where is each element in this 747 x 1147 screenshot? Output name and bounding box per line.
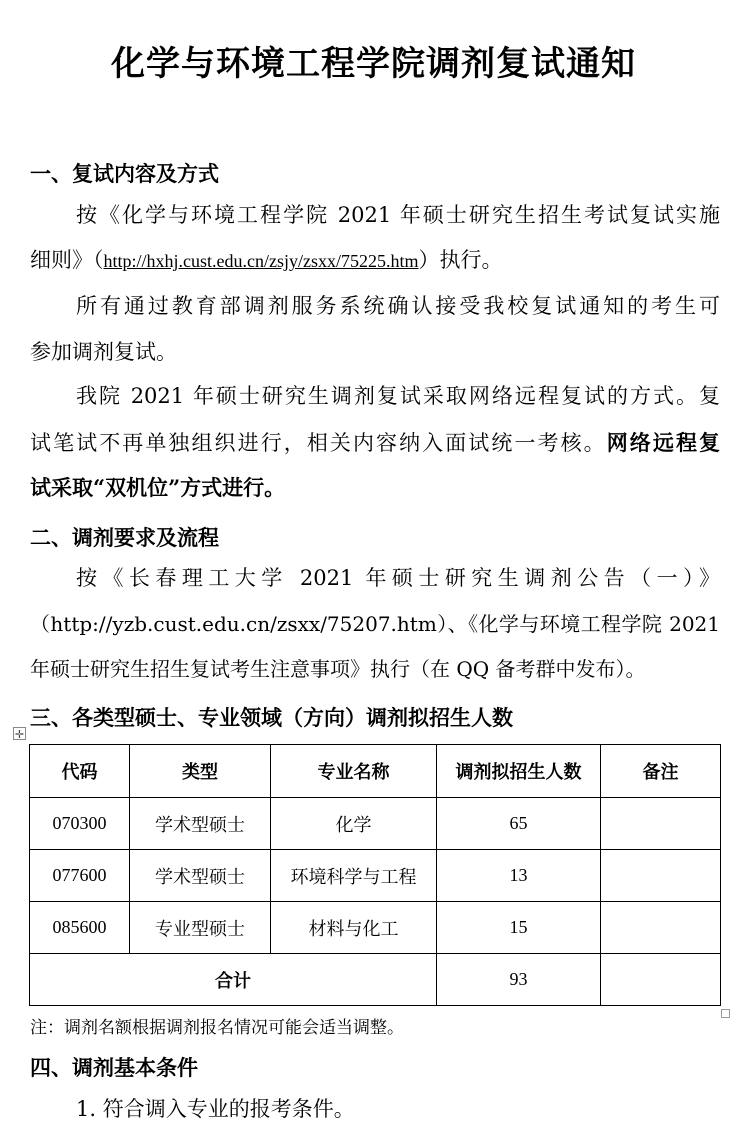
list-item: 1. 符合调入专业的报考条件。 [76,1097,355,1121]
table-header-row [30,745,721,798]
paragraph-line: （http://yzb.cust.edu.cn/zsxx/75207.htm）、《化学与环境工程学院 2021 [30,612,720,636]
paragraph-line: 所有通过教育部调剂服务系统确认接受我校复试通知的考生可 [76,294,720,318]
paragraph-line-bold: 试采取“双机位”方式进行。 [30,475,286,500]
resize-square-icon[interactable] [721,1009,730,1018]
table-row [30,798,721,850]
paragraph-text-bold: 网络远程复 [606,430,721,455]
header-code: 代码 [30,745,130,798]
header-quota: 调剂拟招生人数 [437,745,601,798]
table-note: 注：调剂名额根据调剂报名情况可能会适当调整。 [30,1018,404,1038]
cell-code: 085600 [30,902,130,954]
cell-type: 专业型硕士 [130,902,271,954]
paragraph-text: ）执行。 [418,248,503,272]
paragraph-line: 我院 2021 年硕士研究生调剂复试采取网络远程复试的方式。复 [76,384,720,408]
section-heading-4: 四、调剂基本条件 [30,1055,198,1080]
header-remark: 备注 [601,745,721,798]
rules-link[interactable]: http://hxhj.cust.edu.cn/zsjy/zsxx/75225.htm [103,251,419,271]
cell-remark [601,798,721,850]
paragraph-text: 细则》（ [30,248,104,272]
quota-table [29,744,721,1006]
section-heading-3: 三、各类型硕士、专业领域（方向）调剂拟招生人数 [30,705,513,730]
section-heading-2: 二、调剂要求及流程 [30,525,219,550]
cell-type: 学术型硕士 [130,850,271,902]
table-row [30,902,721,954]
page-title: 化学与环境工程学院调剂复试通知 [111,44,636,84]
header-type: 类型 [130,745,271,798]
cell-quota: 65 [437,798,601,850]
section-heading-1: 一、复试内容及方式 [30,161,219,186]
move-cross-icon[interactable]: ✛ [14,728,25,741]
paragraph-text: 试笔试不再单独组织进行，相关内容纳入面试统一考核。 [30,431,607,455]
table-row [30,850,721,902]
cell-total-value: 93 [437,954,601,1006]
paragraph-line [30,432,720,454]
cell-quota: 15 [437,902,601,954]
cell-remark [601,902,721,954]
cell-total-label: 合计 [30,954,437,1006]
paragraph-line [30,250,502,271]
cell-quota: 13 [437,850,601,902]
paragraph-line: 按《长春理工大学 2021 年硕士研究生调剂公告（一）》 [76,566,720,590]
header-major: 专业名称 [271,745,437,798]
paragraph-line: 按《化学与环境工程学院 2021 年硕士研究生招生考试复试实施 [76,203,720,227]
cell-total-remark [601,954,721,1006]
paragraph-line: 参加调剂复试。 [30,340,177,364]
cell-code: 070300 [30,798,130,850]
cell-major: 材料与化工 [271,902,437,954]
cell-type: 学术型硕士 [130,798,271,850]
paragraph-line: 年硕士研究生招生复试考生注意事项》执行（在 QQ 备考群中发布）。 [30,657,646,681]
cell-major: 环境科学与工程 [271,850,437,902]
cell-major: 化学 [271,798,437,850]
cell-remark [601,850,721,902]
table-total-row [30,954,721,1006]
cell-code: 077600 [30,850,130,902]
